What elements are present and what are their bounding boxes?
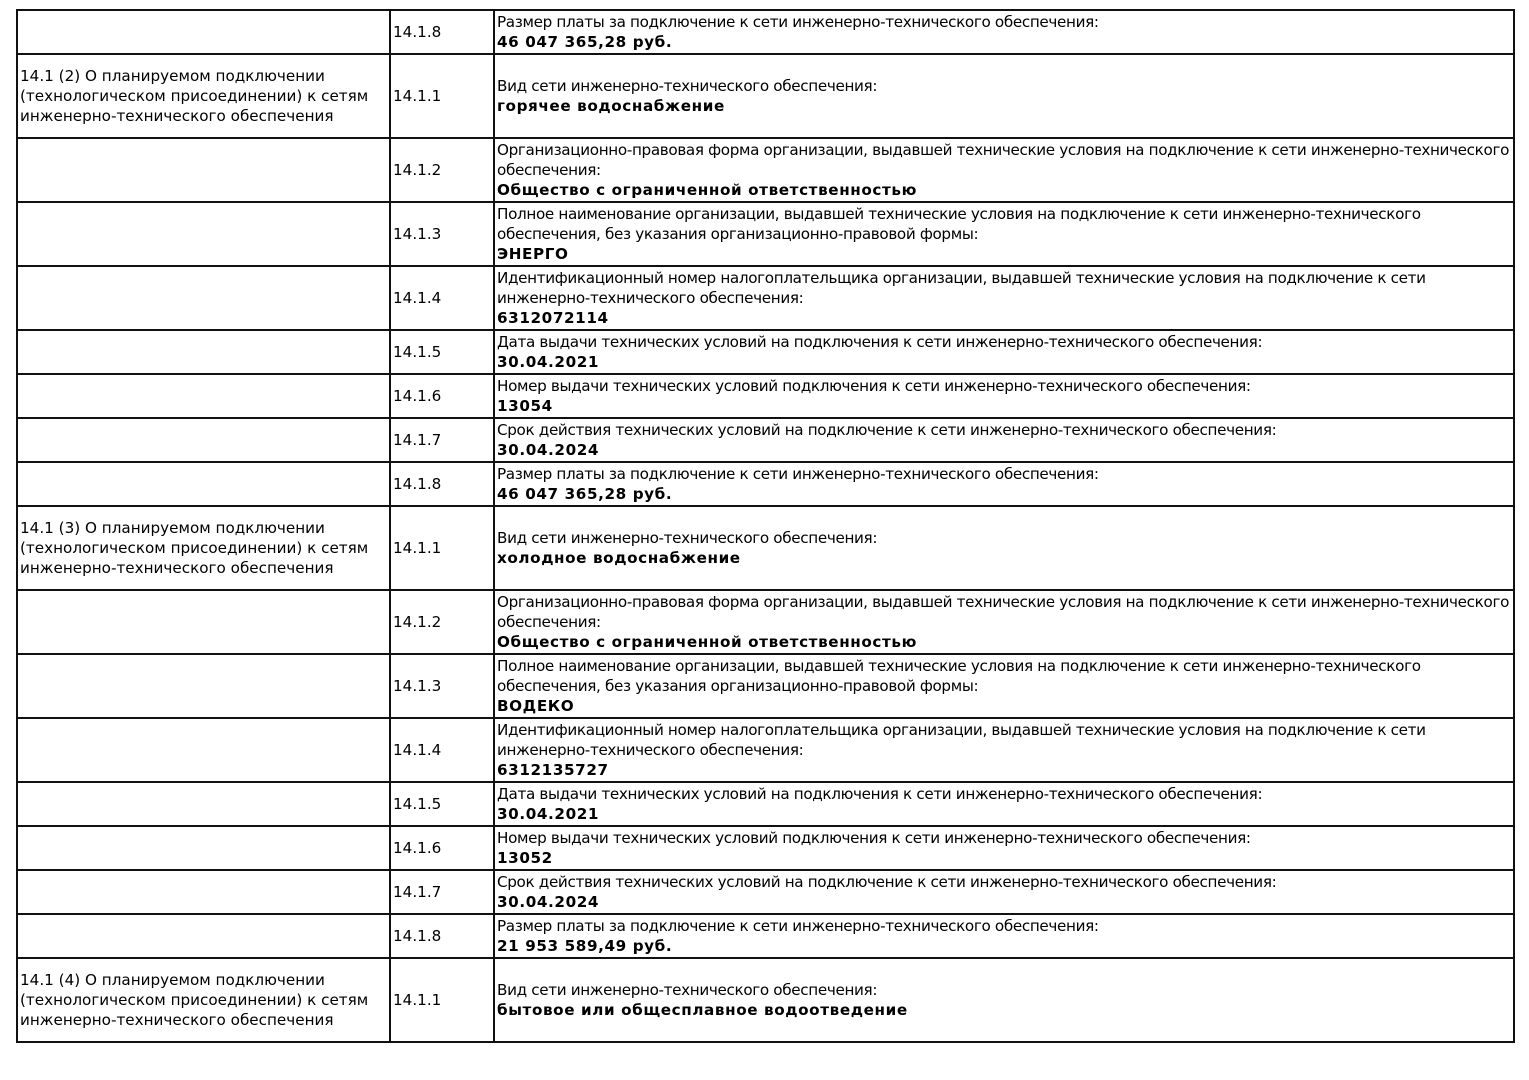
- item-value: 6312135727: [497, 761, 609, 779]
- item-description: [494, 870, 1514, 914]
- item-value: бытовое или общесплавное водоотведение: [497, 1001, 908, 1019]
- table-row: [17, 202, 1514, 266]
- table-row: [17, 870, 1514, 914]
- item-value: 46 047 365,28 руб.: [497, 485, 673, 503]
- table-row: [17, 826, 1514, 870]
- item-value: 30.04.2021: [497, 805, 600, 823]
- section-cell: [17, 266, 390, 330]
- table-row: [17, 718, 1514, 782]
- item-description: [494, 138, 1514, 202]
- item-label: Номер выдачи технических условий подключения к сети инженерно-технического обеспечения:: [497, 377, 1251, 395]
- table-row: [17, 462, 1514, 506]
- item-label: Размер платы за подключение к сети инженерно-технического обеспечения:: [497, 465, 1099, 483]
- table-row: [17, 506, 1514, 590]
- item-number: 14.1.8: [390, 914, 494, 958]
- item-value: холодное водоснабжение: [497, 549, 741, 567]
- table-row: [17, 782, 1514, 826]
- section-cell: [17, 826, 390, 870]
- item-number: 14.1.8: [390, 10, 494, 54]
- item-number: 14.1.4: [390, 718, 494, 782]
- table-row: [17, 654, 1514, 718]
- item-description: [494, 914, 1514, 958]
- item-label: Идентификационный номер налогоплательщика организации, выдавшей технические условия на подключение к сети инженерно-технического обеспечения:: [497, 269, 1426, 307]
- section-cell: [17, 870, 390, 914]
- section-heading: 14.1 (2) О планируемом подключении (технологическом присоединении) к сетям инженерно-технического обеспечения: [17, 54, 390, 138]
- item-value: 30.04.2024: [497, 441, 600, 459]
- item-description: [494, 782, 1514, 826]
- item-value: Общество с ограниченной ответственностью: [497, 633, 917, 651]
- item-description: [494, 330, 1514, 374]
- item-value: 46 047 365,28 руб.: [497, 33, 673, 51]
- item-value: горячее водоснабжение: [497, 97, 725, 115]
- item-label: Срок действия технических условий на подключение к сети инженерно-технического обеспечения:: [497, 873, 1277, 891]
- item-value: 30.04.2024: [497, 893, 600, 911]
- item-number: 14.1.2: [390, 138, 494, 202]
- item-label: Организационно-правовая форма организации, выдавшей технические условия на подключение к сети инженерно-технического обеспечения:: [497, 593, 1510, 631]
- item-label: Размер платы за подключение к сети инженерно-технического обеспечения:: [497, 13, 1099, 31]
- section-cell: [17, 418, 390, 462]
- table-row: [17, 590, 1514, 654]
- section-cell: [17, 330, 390, 374]
- item-label: Дата выдачи технических условий на подключения к сети инженерно-технического обеспечения:: [497, 785, 1263, 803]
- section-cell: [17, 654, 390, 718]
- item-value: 13052: [497, 849, 553, 867]
- table-row: [17, 10, 1514, 54]
- table-row: [17, 330, 1514, 374]
- item-number: 14.1.7: [390, 418, 494, 462]
- item-label: Идентификационный номер налогоплательщика организации, выдавшей технические условия на подключение к сети инженерно-технического обеспечения:: [497, 721, 1426, 759]
- section-cell: [17, 10, 390, 54]
- item-number: 14.1.5: [390, 330, 494, 374]
- item-description: [494, 654, 1514, 718]
- section-heading: 14.1 (3) О планируемом подключении (технологическом присоединении) к сетям инженерно-технического обеспечения: [17, 506, 390, 590]
- item-value: 21 953 589,49 руб.: [497, 937, 673, 955]
- item-label: Номер выдачи технических условий подключения к сети инженерно-технического обеспечения:: [497, 829, 1251, 847]
- connection-info-table: [16, 9, 1515, 1043]
- item-number: 14.1.3: [390, 654, 494, 718]
- section-heading: 14.1 (4) О планируемом подключении (технологическом присоединении) к сетям инженерно-технического обеспечения: [17, 958, 390, 1042]
- section-cell: [17, 374, 390, 418]
- item-description: [494, 506, 1514, 590]
- section-cell: [17, 590, 390, 654]
- table-row: [17, 138, 1514, 202]
- item-number: 14.1.4: [390, 266, 494, 330]
- item-value: 6312072114: [497, 309, 609, 327]
- item-label: Организационно-правовая форма организации, выдавшей технические условия на подключение к сети инженерно-технического обеспечения:: [497, 141, 1510, 179]
- item-description: [494, 958, 1514, 1042]
- item-number: 14.1.1: [390, 54, 494, 138]
- section-cell: [17, 138, 390, 202]
- item-value: ЭНЕРГО: [497, 245, 569, 263]
- item-number: 14.1.7: [390, 870, 494, 914]
- item-description: [494, 718, 1514, 782]
- item-label: Вид сети инженерно-технического обеспечения:: [497, 981, 878, 999]
- item-number: 14.1.3: [390, 202, 494, 266]
- item-label: Вид сети инженерно-технического обеспечения:: [497, 77, 878, 95]
- table-row: [17, 54, 1514, 138]
- item-description: [494, 10, 1514, 54]
- item-number: 14.1.6: [390, 826, 494, 870]
- item-value: 30.04.2021: [497, 353, 600, 371]
- item-number: 14.1.1: [390, 506, 494, 590]
- item-description: [494, 266, 1514, 330]
- item-value: Общество с ограниченной ответственностью: [497, 181, 917, 199]
- section-cell: [17, 462, 390, 506]
- section-cell: [17, 202, 390, 266]
- table-row: [17, 266, 1514, 330]
- section-cell: [17, 718, 390, 782]
- section-cell: [17, 914, 390, 958]
- table-row: [17, 958, 1514, 1042]
- item-label: Срок действия технических условий на подключение к сети инженерно-технического обеспечения:: [497, 421, 1277, 439]
- item-label: Размер платы за подключение к сети инженерно-технического обеспечения:: [497, 917, 1099, 935]
- item-description: [494, 374, 1514, 418]
- item-description: [494, 590, 1514, 654]
- table-row: [17, 374, 1514, 418]
- item-value: 13054: [497, 397, 553, 415]
- item-label: Вид сети инженерно-технического обеспечения:: [497, 529, 878, 547]
- item-value: ВОДЕКО: [497, 697, 575, 715]
- item-description: [494, 418, 1514, 462]
- item-number: 14.1.1: [390, 958, 494, 1042]
- item-number: 14.1.2: [390, 590, 494, 654]
- section-cell: [17, 782, 390, 826]
- item-number: 14.1.6: [390, 374, 494, 418]
- item-number: 14.1.5: [390, 782, 494, 826]
- item-label: Полное наименование организации, выдавшей технические условия на подключение к сети инженерно-технического обеспечения, без указания организационно-правовой формы:: [497, 657, 1421, 695]
- item-description: [494, 826, 1514, 870]
- item-label: Дата выдачи технических условий на подключения к сети инженерно-технического обеспечения:: [497, 333, 1263, 351]
- item-description: [494, 202, 1514, 266]
- table-row: [17, 914, 1514, 958]
- item-label: Полное наименование организации, выдавшей технические условия на подключение к сети инженерно-технического обеспечения, без указания организационно-правовой формы:: [497, 205, 1421, 243]
- table-row: [17, 418, 1514, 462]
- item-number: 14.1.8: [390, 462, 494, 506]
- item-description: [494, 54, 1514, 138]
- item-description: [494, 462, 1514, 506]
